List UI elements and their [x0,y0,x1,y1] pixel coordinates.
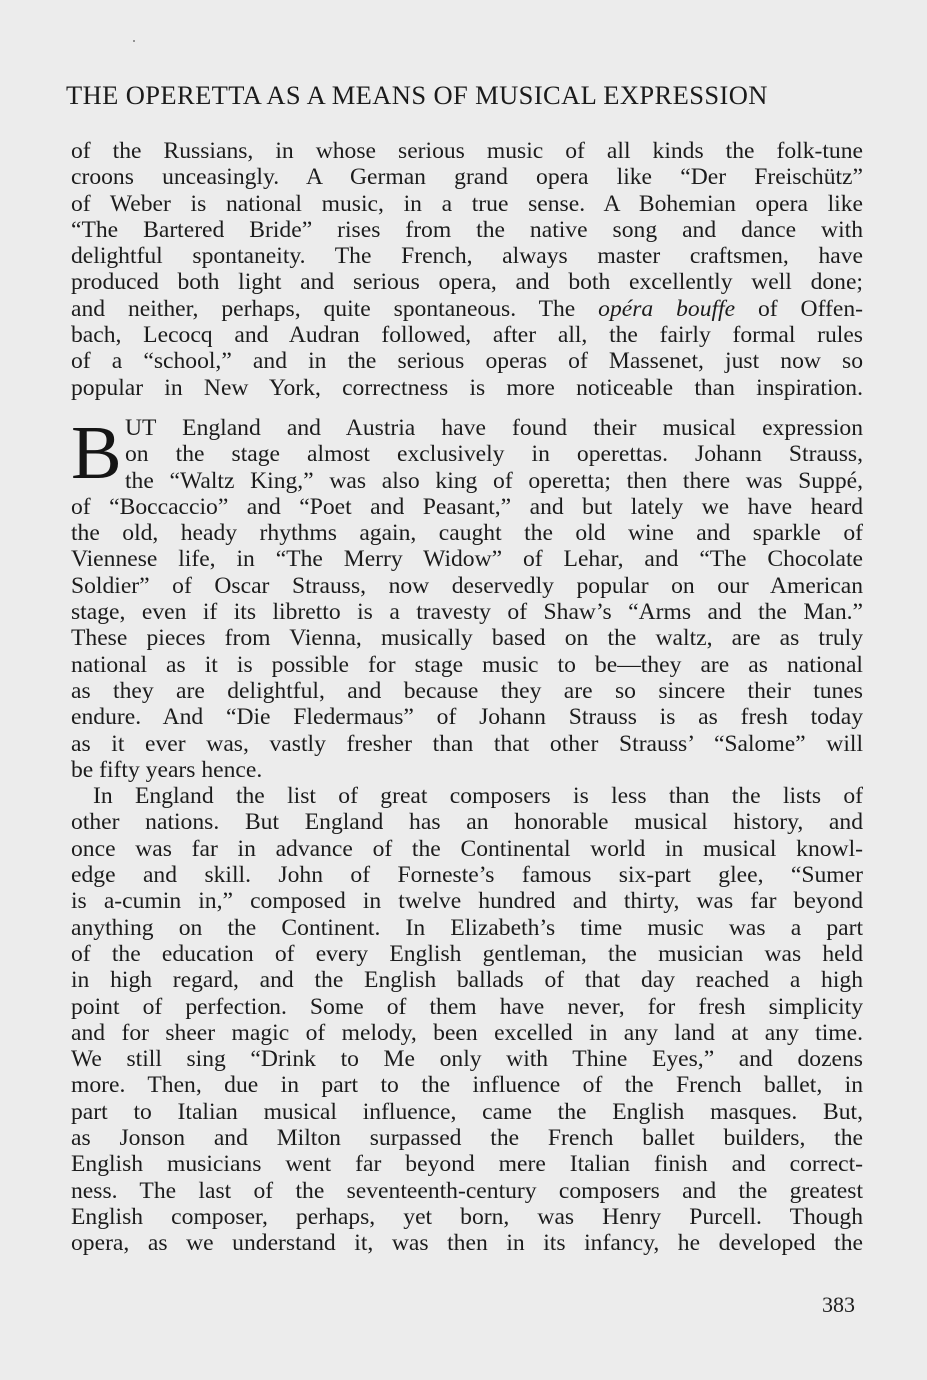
running-head: THE OPERETTA AS A MEANS OF MUSICAL EXPRESSION [66,80,768,110]
page-number: 383 [822,1292,855,1317]
text-line: be fifty years hence. [71,756,263,783]
text-line: and neither, perhaps, quite spontaneous. The opéra bouffe of Offen- [71,295,863,322]
paragraph-1 [71,138,863,401]
drop-cap: B [71,410,122,495]
text-line: Soldier” of Oscar Strauss, now deservedly popular on our American [71,572,863,599]
text-line: produced both light and serious opera, and both excellently well done; [71,269,863,296]
text-line: opera, as we understand it, was then in its infancy, he developed the [71,1230,863,1257]
text-line: as Jonson and Milton surpassed the French ballet builders, the [71,1124,863,1151]
text-line: more. Then, due in part to the influence of the French ballet, in [71,1072,863,1099]
text-line: national as it is possible for stage music to be—they are as national [71,651,863,678]
text-line: of the education of every English gentleman, the musician was held [71,940,863,967]
text-line: “The Bartered Bride” rises from the native song and dance with [71,216,863,243]
text-line: the old, heady rhythms again, caught the old wine and sparkle of [71,520,863,547]
text-line: of the Russians, in whose serious music of all kinds the folk-tune [71,138,863,164]
text-line: other nations. But England has an honorable musical history, and [71,809,863,836]
text-line: bach, Lecocq and Audran followed, after all, the fairly formal rules [71,322,863,349]
text-line: popular in New York, correctness is more noticeable than inspiration. [71,374,863,401]
italic-phrase: opéra bouffe [598,295,736,322]
text-line: is a-cumin in,” composed in twelve hundred and thirty, was far beyond [71,888,863,915]
text-line: edge and skill. John of Forneste’s famous six-part glee, “Sumer [71,862,863,889]
text-line: In England the list of great composers is less than the lists of [93,783,863,810]
text-line: of a “school,” and in the serious operas of Massenet, just now so [71,348,863,375]
text-line: Viennese life, in “The Merry Widow” of Lehar, and “The Chocolate [71,546,863,573]
text-line: as it ever was, vastly fresher than that other Strauss’ “Salome” will [71,730,863,757]
text-line: on the stage almost exclusively in operettas. Johann Strauss, [125,441,863,468]
text-line: stage, even if its libretto is a travesty of Shaw’s “Arms and the Man.” [71,599,863,626]
text-line: We still sing “Drink to Me only with Thine Eyes,” and dozens [71,1046,863,1073]
text-line: UT England and Austria have found their musical expression [125,414,863,441]
paragraph-2 [71,410,863,783]
text-line: as they are delightful, and because they are so sincere their tunes [71,677,863,704]
text-line: These pieces from Vienna, musically based on the waltz, are as truly [71,625,863,652]
text-line: once was far in advance of the Continental world in musical knowl- [71,835,863,862]
text-line: the “Waltz King,” was also king of operetta; then there was Suppé, [125,467,863,494]
text-line: English musicians went far beyond mere Italian finish and correct- [71,1151,863,1178]
text-line: and for sheer magic of melody, been excelled in any land at any time. [71,1019,863,1046]
text-line: endure. And “Die Fledermaus” of Johann Strauss is as fresh today [71,704,863,731]
text-line: of Weber is national music, in a true sense. A Bohemian opera like [71,190,863,217]
text-line: in high regard, and the English ballads of that day reached a high [71,967,863,994]
text-line: part to Italian musical influence, came the English masques. But, [71,1098,863,1125]
body-text [71,138,863,1256]
text-line: of “Boccaccio” and “Poet and Peasant,” and but lately we have heard [71,493,863,520]
text-line: English composer, perhaps, yet born, was Henry Purcell. Though [71,1203,863,1230]
text-line: ness. The last of the seventeenth-century composers and the greatest [71,1177,863,1204]
paragraph-3 [71,783,863,1256]
text-line: delightful spontaneity. The French, always master craftsmen, have [71,243,863,270]
print-speck [133,40,135,42]
text-line: point of perfection. Some of them have never, for fresh simplicity [71,993,863,1020]
text-line: croons unceasingly. A German grand opera like “Der Freischütz” [71,164,863,191]
paragraph-spacer [71,401,863,415]
text-line: anything on the Continent. In Elizabeth’s time music was a part [71,914,863,941]
